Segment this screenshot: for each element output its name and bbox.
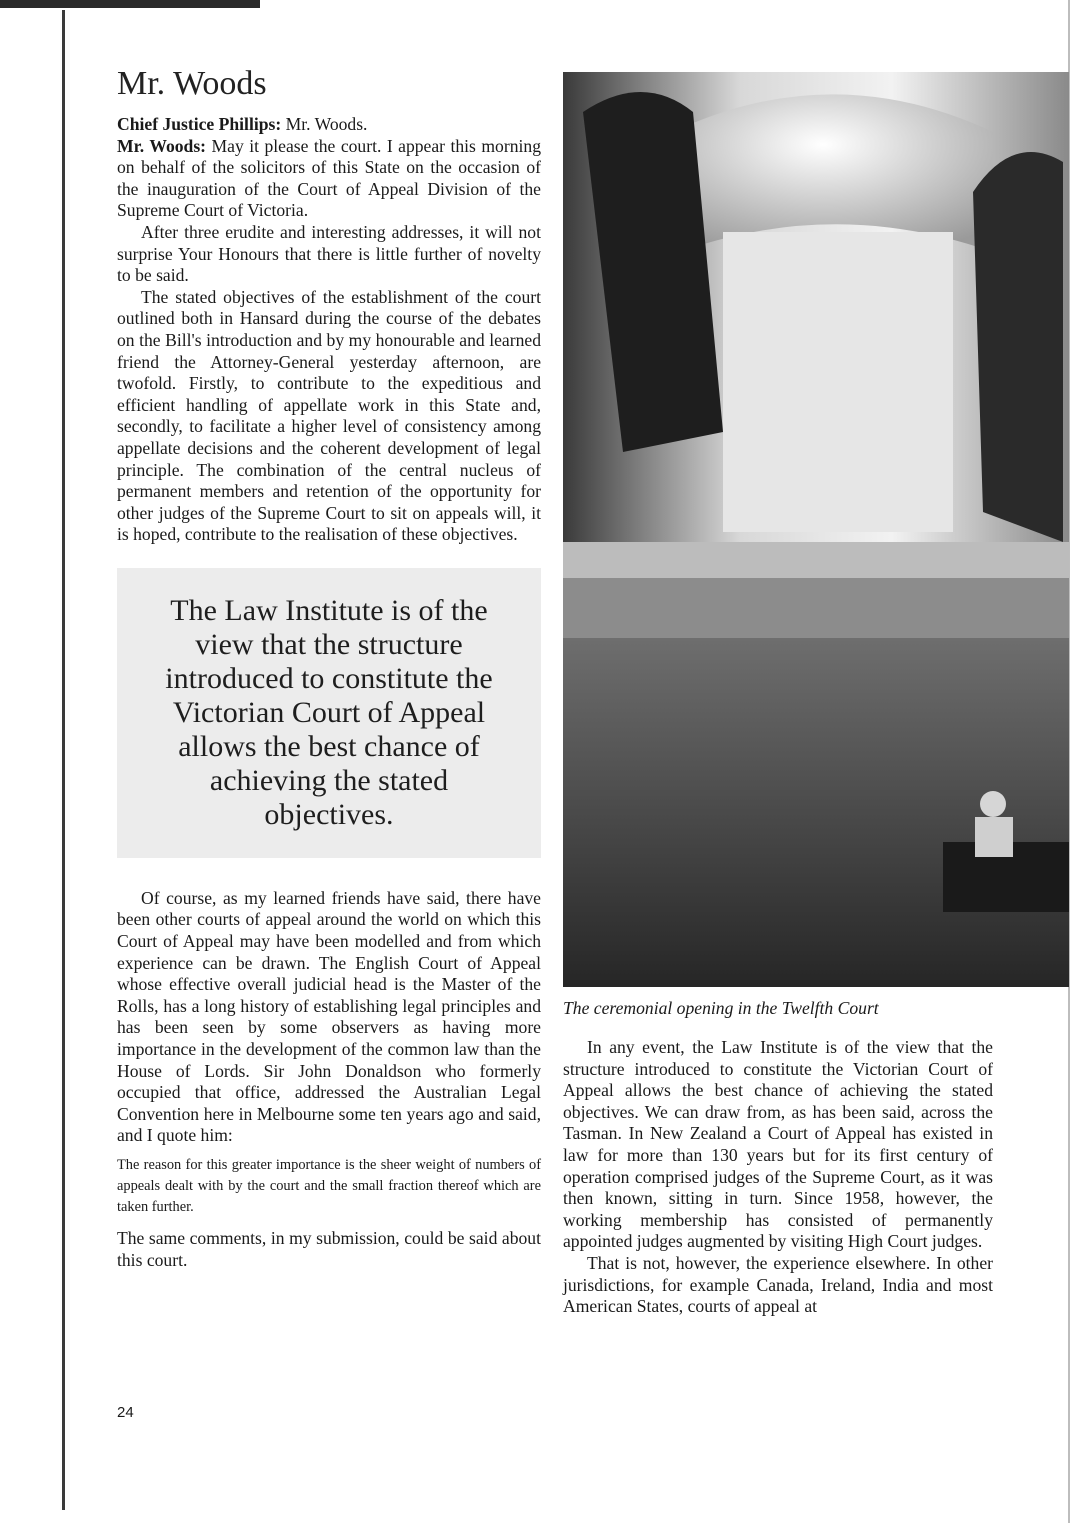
courtroom-photo — [563, 72, 1069, 987]
photo-caption: The ceremonial opening in the Twelfth Court — [563, 998, 879, 1018]
photo-right-window — [973, 152, 1063, 542]
speech-text: Mr. Woods. — [281, 114, 368, 134]
speaker-label: Chief Justice Phillips: — [117, 114, 282, 134]
right-column — [563, 72, 993, 1318]
paragraph-chief-justice — [117, 114, 541, 136]
paragraph: In any event, the Law Institute is of the view that the structure introduced to constitute the Victorian Court of Appeal allows the best chance of achieving the stated objectives. We can draw from, as has been said, across the Tasman. In New Zealand a Court of Appeal has existed in law for more than 130 years but for its first century of operation comprised judges of the Supreme Court, as it was then known, sitting in turn. Since 1958, however, the working membership has consisted of permanently appointed judges augmented by visiting High Court judges. — [563, 1037, 993, 1252]
paragraph: Of course, as my learned friends have said, there have been other courts of appeal around the world on which this Court of Appeal may have been modelled and from which experience can be drawn. The English Court of Appeal whose effective overall judicial head is the Master of the Rolls, has a long history of establishing legal principles and has been seen by some observers as having more importance in the development of the common law than the House of Lords. Sir John Donaldson who formerly occupied that office, addressed the Australian Legal Convention here in Melbourne some ten years ago and said, and I quote him: — [117, 887, 541, 1146]
photo-gallery-rail — [563, 578, 1069, 638]
scan-edge-top — [0, 0, 260, 8]
paragraph-woods-opening — [117, 136, 541, 222]
photo-balustrade — [563, 542, 1069, 578]
speaker-label: Mr. Woods: — [117, 135, 207, 156]
paragraph: After three erudite and interesting addresses, it will not surprise Your Honours that there is little further of novelty to be said. — [117, 221, 541, 286]
page-number: 24 — [117, 1404, 134, 1421]
paragraph: That is not, however, the experience elsewhere. In other jurisdictions, for example Canada, Ireland, India and most American States, courts of appeal at — [563, 1252, 993, 1317]
scan-edge-left — [62, 10, 65, 1510]
pullquote: The Law Institute is of the view that the structure introduced to constitute the Victorian Court of Appeal allows the best chance of achieving the stated objectives. — [165, 593, 493, 831]
paragraph: The stated objectives of the establishment of the court outlined both in Hansard during the course of the debates on the Bill's introduction and by my honourable and learned friend the Attorney-General yesterday afternoon, are twofold. Firstly, to contribute to the expeditious and efficient handling of appellate work in this State and, secondly, to facilitate a higher level of consistency among appellate decisions and the coherent development of legal principle. The combination of the central nucleus of permanent members and retention of the opportunity for other judges of the Supreme Court to sit on appeals will, it is hoped, contribute to the realisation of these objectives. — [117, 286, 541, 545]
photo-person-body — [975, 817, 1013, 857]
section-heading: Mr. Woods — [117, 65, 267, 102]
paragraph: The same comments, in my submission, could be said about this court. — [117, 1228, 541, 1270]
photo-person-head — [980, 791, 1006, 817]
photo-niche — [723, 232, 953, 532]
speech-text: May it please the court. I appear this morning on behalf of the solicitors of this State on the occasion of the inauguration of the Court of Appeal Division of the Supreme Court of Victoria. — [117, 135, 541, 221]
block-quote: The reason for this greater importance is the sheer weight of numbers of appeals dealt with by the court and the small fraction thereof which are taken further. — [117, 1157, 541, 1215]
pullquote-box — [117, 568, 541, 858]
left-column — [117, 64, 541, 1271]
